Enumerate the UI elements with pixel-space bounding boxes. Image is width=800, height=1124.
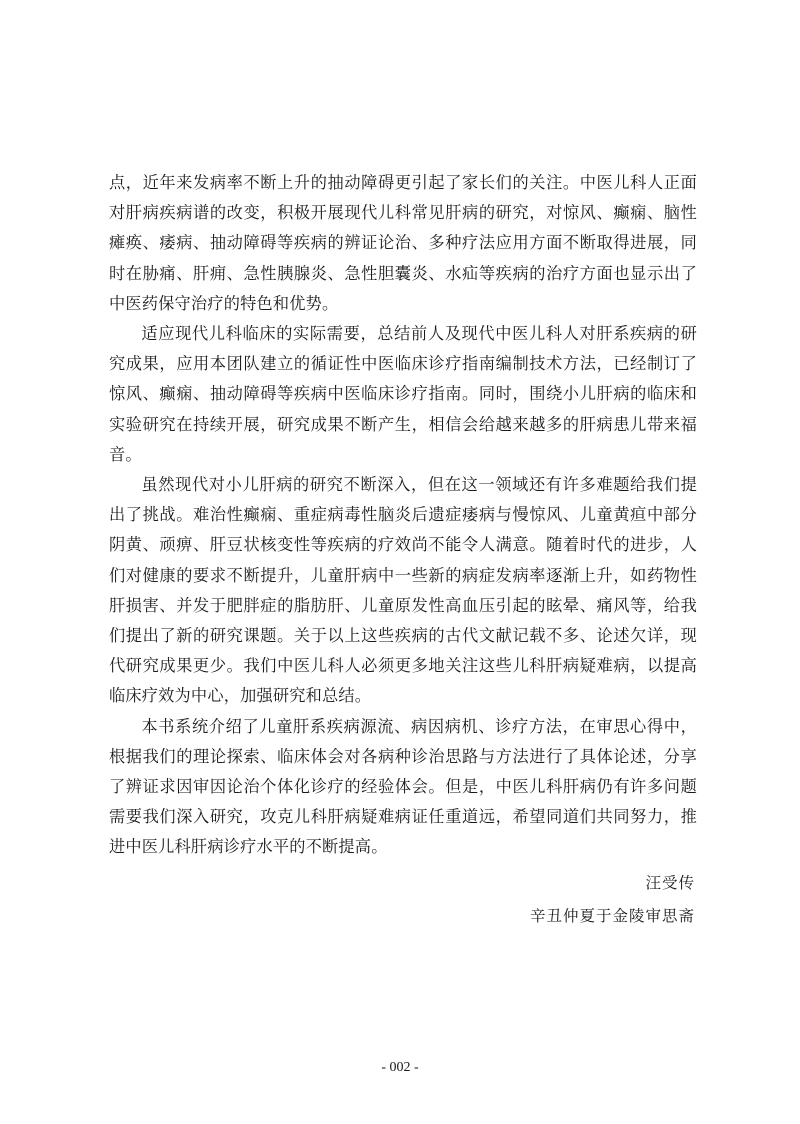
paragraph-2: 适应现代儿科临床的实际需要，总结前人及现代中医儿科人对肝系疾病的研究成果，应用本团队建立的循证性中医临床诊疗指南编制技术方法，已经制订了惊风、癫痫、抽动障碍等疾病中医临床诊疗指南。同时，围绕小儿肝病的临床和实验研究在持续开展，研究成果不断产生，相信会给越来越多的肝病患儿带来福音。: [109, 324, 697, 464]
signature-place-date: 辛丑仲夏于金陵审思斋: [529, 907, 695, 925]
body-text: [109, 168, 697, 863]
paragraph-3: 虽然现代对小儿肝病的研究不断深入，但在这一领域还有许多难题给我们提出了挑战。难治性癫痫、重症病毒性脑炎后遗症痿病与慢惊风、儿童黄疸中部分阴黄、顽痹、肝豆状核变性等疾病的疗效尚不能令人满意。随着时代的进步，人们对健康的要求不断提升，儿童肝病中一些新的病症发病率逐渐上升，如药物性肝损害、并发于肥胖症的脂肪肝、儿童原发性高血压引起的眩晕、痛风等，给我们提出了新的研究课题。关于以上这些疾病的古代文献记载不多、论述欠详，现代研究成果更少。我们中医儿科人必须更多地关注这些儿科肝病疑难病，以提高临床疗效为中心，加强研究和总结。: [109, 475, 697, 706]
paragraph-4: 本书系统介绍了儿童肝系疾病源流、病因病机、诊疗方法，在审思心得中，根据我们的理论探索、临床体会对各病种诊治思路与方法进行了具体论述，分享了辨证求因审因论治个体化诊疗的经验体会。但是，中医儿科肝病仍有许多问题需要我们深入研究，攻克儿科肝病疑难病证任重道远，希望同道们共同努力，推进中医儿科肝病诊疗水平的不断提高。: [109, 716, 697, 857]
paragraph-1: 点，近年来发病率不断上升的抽动障碍更引起了家长们的关注。中医儿科人正面对肝病疾病谱的改变，积极开展现代儿科常见肝病的研究，对惊风、癫痫、脑性瘫痪、痿病、抽动障碍等疾病的辨证论治、多种疗法应用方面不断取得进展，同时在胁痛、肝痈、急性胰腺炎、急性胆囊炎、水疝等疾病的治疗方面也显示出了中医药保守治疗的特色和优势。: [109, 173, 697, 313]
page-number: - 002 -: [381, 1060, 419, 1075]
signature-author: 汪受传: [645, 874, 695, 892]
